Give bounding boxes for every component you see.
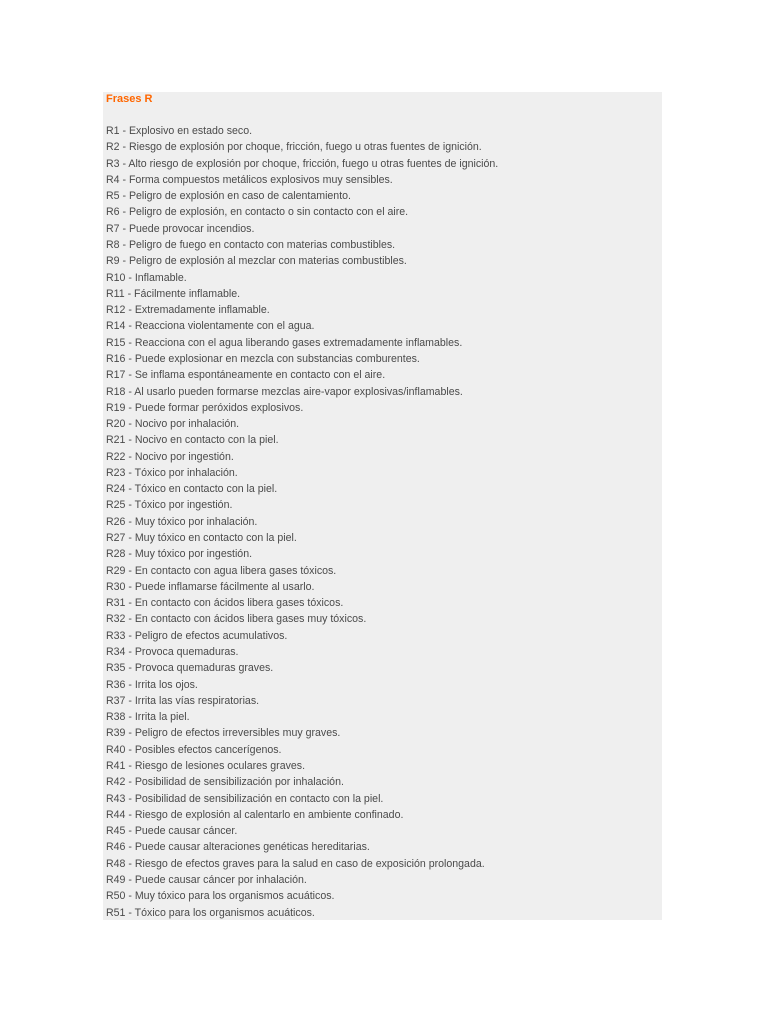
list-item: R11 - Fácilmente inflamable. xyxy=(106,287,241,300)
list-item: R9 - Peligro de explosión al mezclar con materias combustibles. xyxy=(106,255,407,268)
list-item: R17 - Se inflama espontáneamente en contacto con el aire. xyxy=(106,369,386,382)
list-item: R42 - Posibilidad de sensibilización por inhalación. xyxy=(106,776,344,789)
list-item: R15 - Reacciona con el agua liberando gases extremadamente inflamables. xyxy=(106,336,463,349)
list-item: R24 - Tóxico en contacto con la piel. xyxy=(106,483,278,496)
list-item: R39 - Peligro de efectos irreversibles muy graves. xyxy=(106,727,341,740)
list-item: R20 - Nocivo por inhalación. xyxy=(106,418,240,431)
list-item: R23 - Tóxico por inhalación. xyxy=(106,466,238,479)
list-item: R7 - Puede provocar incendios. xyxy=(106,222,255,235)
list-item: R28 - Muy tóxico por ingestión. xyxy=(106,548,253,561)
list-item: R8 - Peligro de fuego en contacto con materias combustibles. xyxy=(106,238,396,251)
list-item: R46 - Puede causar alteraciones genéticas hereditarias. xyxy=(106,841,370,854)
list-item: R4 - Forma compuestos metálicos explosivos muy sensibles. xyxy=(106,173,393,186)
list-item: R40 - Posibles efectos cancerígenos. xyxy=(106,743,282,756)
list-item: R3 - Alto riesgo de explosión por choque, fricción, fuego u otras fuentes de ignición. xyxy=(106,157,499,170)
list-item: R14 - Reacciona violentamente con el agua. xyxy=(106,320,315,333)
r-phrase-list xyxy=(106,123,656,921)
list-item: R36 - Irrita los ojos. xyxy=(106,678,198,691)
list-item: R43 - Posibilidad de sensibilización en contacto con la piel. xyxy=(106,792,384,805)
list-item: R41 - Riesgo de lesiones oculares graves. xyxy=(106,759,306,772)
list-item: R35 - Provoca quemaduras graves. xyxy=(106,662,274,675)
list-item: R48 - Riesgo de efectos graves para la salud en caso de exposición prolongada. xyxy=(106,857,485,870)
list-item: R33 - Peligro de efectos acumulativos. xyxy=(106,629,288,642)
list-item: R32 - En contacto con ácidos libera gases muy tóxicos. xyxy=(106,613,367,626)
list-item: R51 - Tóxico para los organismos acuáticos. xyxy=(106,906,315,919)
list-item: R38 - Irrita la piel. xyxy=(106,711,190,724)
list-item: R16 - Puede explosionar en mezcla con substancias comburentes. xyxy=(106,352,420,365)
list-item: R21 - Nocivo en contacto con la piel. xyxy=(106,434,279,447)
list-item: R19 - Puede formar peróxidos explosivos. xyxy=(106,401,304,414)
list-item: R37 - Irrita las vías respiratorias. xyxy=(106,694,260,707)
list-item: R30 - Puede inflamarse fácilmente al usarlo. xyxy=(106,580,315,593)
list-item: R10 - Inflamable. xyxy=(106,271,187,284)
list-item: R44 - Riesgo de explosión al calentarlo en ambiente confinado. xyxy=(106,808,404,821)
document-panel xyxy=(103,92,662,920)
list-item: R34 - Provoca quemaduras. xyxy=(106,646,239,658)
list-item: R22 - Nocivo por ingestión. xyxy=(106,450,234,463)
list-item: R6 - Peligro de explosión, en contacto o sin contacto con el aire. xyxy=(106,206,409,219)
list-item: R18 - Al usarlo pueden formarse mezclas aire-vapor explosivas/inflamables. xyxy=(106,385,463,398)
list-item: R26 - Muy tóxico por inhalación. xyxy=(106,515,258,528)
list-item: R50 - Muy tóxico para los organismos acuáticos. xyxy=(106,890,335,903)
page-title: Frases R xyxy=(106,93,153,105)
list-item: R5 - Peligro de explosión en caso de calentamiento. xyxy=(106,190,351,203)
list-item: R1 - Explosivo en estado seco. xyxy=(106,125,253,137)
list-item: R25 - Tóxico por ingestión. xyxy=(106,499,233,512)
list-item: R27 - Muy tóxico en contacto con la piel. xyxy=(106,532,297,545)
list-item: R31 - En contacto con ácidos libera gases tóxicos. xyxy=(106,597,344,610)
list-item: R45 - Puede causar cáncer. xyxy=(106,825,238,838)
list-item: R49 - Puede causar cáncer por inhalación. xyxy=(106,873,307,886)
list-item: R2 - Riesgo de explosión por choque, fricción, fuego u otras fuentes de ignición. xyxy=(106,141,482,154)
list-item: R29 - En contacto con agua libera gases tóxicos. xyxy=(106,564,337,577)
list-item: R12 - Extremadamente inflamable. xyxy=(106,304,270,317)
